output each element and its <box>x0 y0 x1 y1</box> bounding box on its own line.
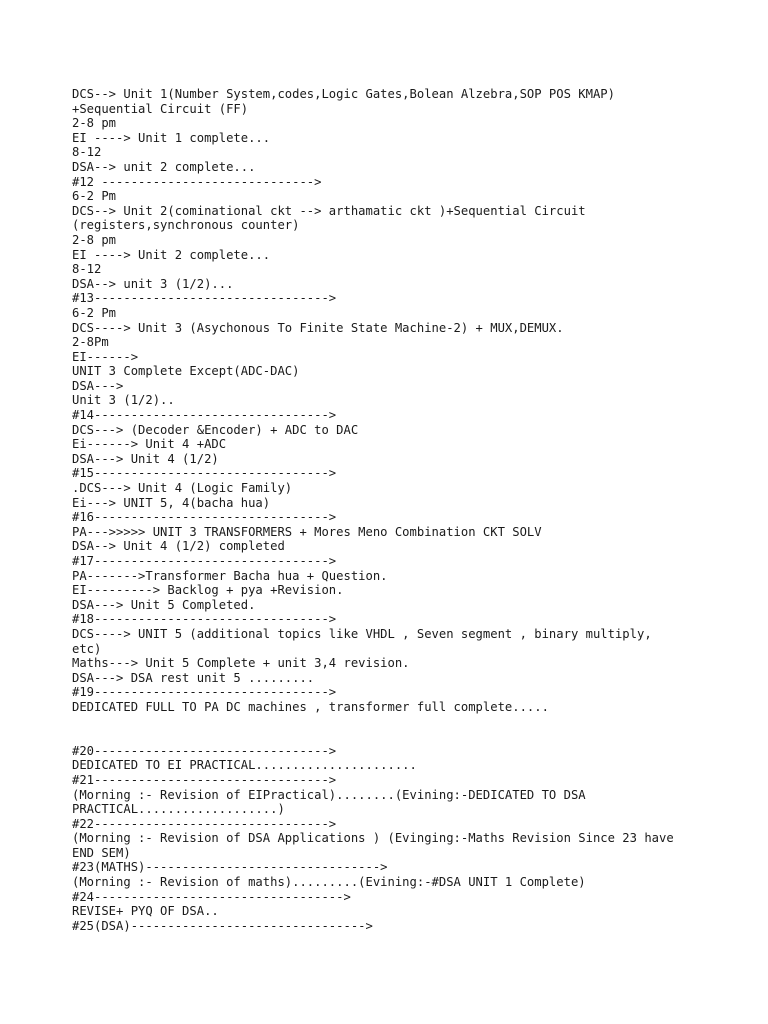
text-line: DSA---> <box>72 378 124 393</box>
text-line: 6-2 Pm <box>72 189 117 204</box>
text-line: #20--------------------------------> <box>72 743 337 758</box>
text-line: 2-8 pm <box>72 116 117 131</box>
text-line: #16--------------------------------> <box>72 510 337 525</box>
text-line: #24----------------------------------> <box>72 889 351 904</box>
text-line: DCS----> UNIT 5 (additional topics like VHDL , Seven segment , binary multiply, <box>72 626 652 641</box>
text-line: DSA---> DSA rest unit 5 ......... <box>72 670 315 685</box>
blank-gap <box>72 715 752 744</box>
text-line: Ei------> Unit 4 +ADC <box>72 437 227 452</box>
text-line: #12 -----------------------------> <box>72 174 322 189</box>
text-line: DCS---> (Decoder &Encoder) + ADC to DAC <box>72 422 359 437</box>
text-line: DEDICATED TO EI PRACTICAL...................... <box>72 758 417 773</box>
text-line: DCS----> Unit 3 (Asychonous To Finite State Machine-2) + MUX,DEMUX. <box>72 320 564 335</box>
text-line: etc) <box>72 641 102 656</box>
text-line: #22--------------------------------> <box>72 816 337 831</box>
text-line: DEDICATED FULL TO PA DC machines , transformer full complete..... <box>72 699 549 714</box>
text-line: UNIT 3 Complete Except(ADC-DAC) <box>72 364 300 379</box>
text-line: EI ----> Unit 2 complete... <box>72 247 271 262</box>
text-line: DSA---> Unit 5 Completed. <box>72 597 256 612</box>
text-line: REVISE+ PYQ OF DSA.. <box>72 904 219 919</box>
text-line: DSA--> unit 2 complete... <box>72 159 256 174</box>
text-line: EI---------> Backlog + pya +Revision. <box>72 583 344 598</box>
text-line: DCS--> Unit 1(Number System,codes,Logic Gates,Bolean Alzebra,SOP POS KMAP) <box>72 87 615 101</box>
text-line: (Morning :- Revision of DSA Applications ) (Evinging:-Maths Revision Since 23 have <box>72 831 674 846</box>
text-line: EI------> <box>72 349 139 364</box>
text-block-first <box>72 87 752 715</box>
text-line: (Morning :- Revision of maths).........(Evining:-#DSA UNIT 1 Complete) <box>72 875 586 890</box>
text-line: PA------->Transformer Bacha hua + Question. <box>72 568 388 583</box>
text-line: 6-2 Pm <box>72 305 117 320</box>
text-line: DSA--> unit 3 (1/2)... <box>72 276 234 291</box>
text-line: #18--------------------------------> <box>72 612 337 627</box>
text-line: DSA---> Unit 4 (1/2) <box>72 451 219 466</box>
text-line: 2-8Pm <box>72 335 109 350</box>
text-line: 8-12 <box>72 145 102 160</box>
text-line: Ei---> UNIT 5, 4(bacha hua) <box>72 495 271 510</box>
text-line: EI ----> Unit 1 complete... <box>72 130 271 145</box>
text-line: (registers,synchronous counter) <box>72 218 300 233</box>
text-line: #17--------------------------------> <box>72 554 337 568</box>
text-line: END SEM) <box>72 845 131 860</box>
text-line: 8-12 <box>72 262 102 277</box>
text-line: DCS--> Unit 2(cominational ckt --> arthamatic ckt )+Sequential Circuit <box>72 203 586 218</box>
text-line: Maths---> Unit 5 Complete + unit 3,4 revision. <box>72 656 410 671</box>
text-line: #23(MATHS)--------------------------------> <box>72 860 388 875</box>
text-line: 2-8 pm <box>72 232 117 247</box>
text-line: PA--->>>>> UNIT 3 TRANSFORMERS + Mores Meno Combination CKT SOLV <box>72 524 542 539</box>
text-line: #14--------------------------------> <box>72 408 337 423</box>
document-body <box>72 87 752 933</box>
text-line: .DCS---> Unit 4 (Logic Family) <box>72 481 293 496</box>
text-line: #13--------------------------------> <box>72 291 337 306</box>
text-line: DSA--> Unit 4 (1/2) completed <box>72 539 285 554</box>
text-block-second <box>72 744 752 934</box>
text-line: #25(DSA)--------------------------------> <box>72 918 373 933</box>
text-line: Unit 3 (1/2).. <box>72 393 175 408</box>
text-line: (Morning :- Revision of EIPractical)........(Evining:-DEDICATED TO DSA <box>72 787 586 802</box>
text-line: +Sequential Circuit (FF) <box>72 101 249 116</box>
text-line: PRACTICAL...................) <box>72 802 285 817</box>
text-line: #21--------------------------------> <box>72 772 337 787</box>
text-line: #19--------------------------------> <box>72 685 337 700</box>
text-line: #15--------------------------------> <box>72 466 337 481</box>
